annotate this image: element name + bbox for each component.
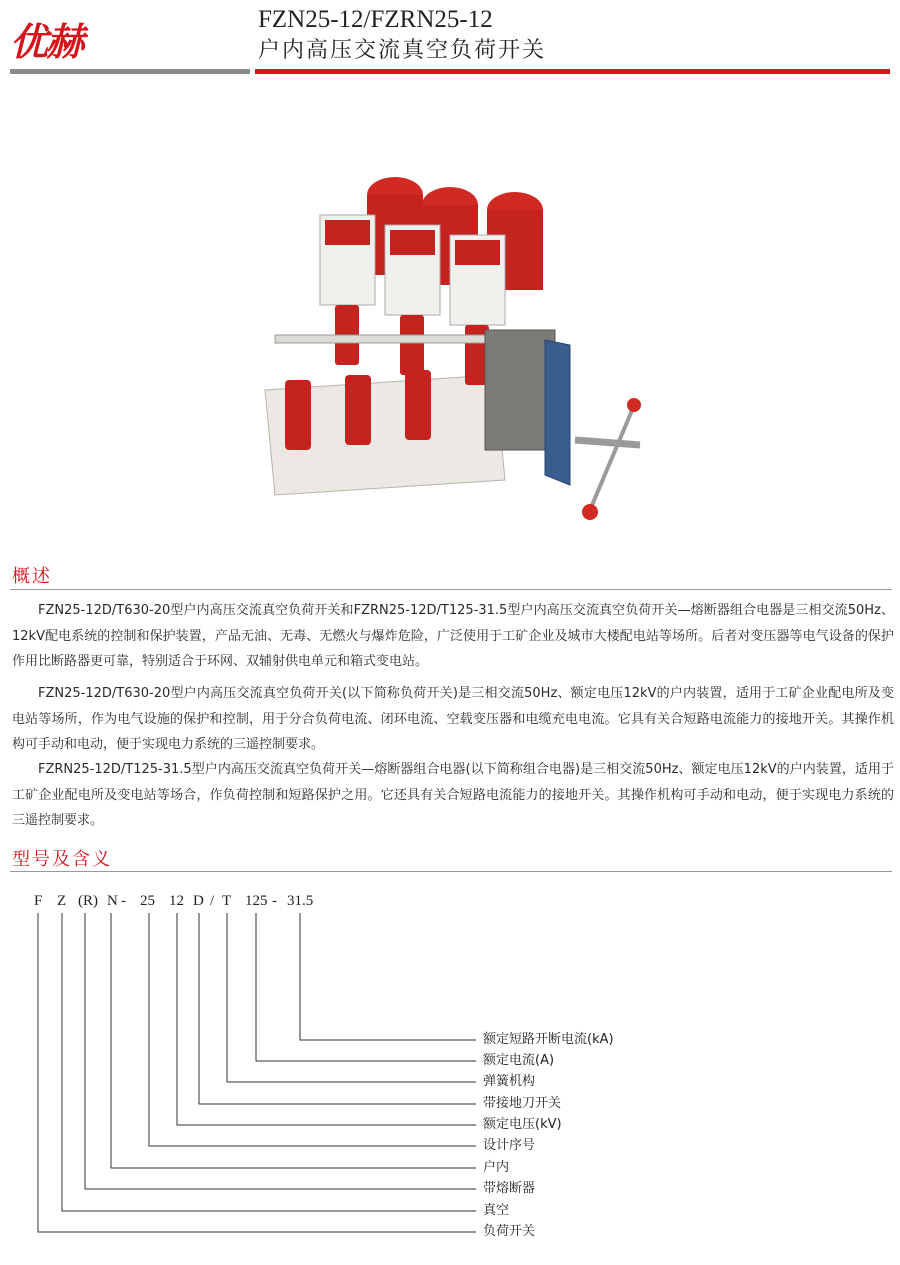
- legend-design-serial: 设计序号: [483, 1138, 536, 1153]
- code-char-D: D: [193, 893, 204, 909]
- overview-title: 概述: [12, 566, 52, 587]
- legend-earthing-switch: 带接地刀开关: [483, 1096, 562, 1111]
- legend-indoor: 户内: [483, 1160, 510, 1175]
- overview-paragraph-2: FZN25-12D/T630-20型户内高压交流真空负荷开关(以下简称负荷开关)是三相交流50Hz、额定电压12kV的户内装置，适用于工矿企业配电所及变电站等场所，作为电气设施的保护和控制，用于分合负荷电流、闭环电流、空载变压器和电缆充电电流。它具有关合短路电流能力的接地开关。其操作机构可手动和电动，便于实现电力系统的三遥控制要求。: [12, 686, 894, 752]
- brand-logo: 优赫: [10, 20, 83, 64]
- overview-paragraph-3: FZRN25-12D/T125-31.5型户内高压交流真空负荷开关—熔断器组合电器(以下简称组合电器)是三相交流50Hz、额定电压12kV的户内装置，适用于工矿企业配电所及变电站等场合，作负荷控制和短路保护之用。它还具有关合短路电流能力的接地开关。其操作机构可手动和电动，便于实现电力系统的三遥控制要求。: [12, 762, 894, 828]
- legend-short-circuit-current: 额定短路开断电流(kA): [483, 1032, 614, 1047]
- legend-vacuum: 真空: [483, 1203, 510, 1218]
- leader-line-earthing-switch: [199, 913, 476, 1104]
- legend-spring-mechanism: 弹簧机构: [483, 1074, 536, 1089]
- product-name: 户内高压交流真空负荷开关: [258, 38, 547, 63]
- leader-line-rated-voltage: [177, 913, 476, 1125]
- legend-fuse: 带熔断器: [483, 1181, 536, 1196]
- leader-line-load-switch: [38, 913, 476, 1232]
- legend-rated-current: 额定电流(A): [483, 1053, 555, 1068]
- leader-line-vacuum: [62, 913, 476, 1211]
- code-char-N: N: [107, 893, 118, 909]
- leader-line-short-circuit-current: [300, 913, 476, 1040]
- product-model: FZN25-12/FZRN25-12: [258, 6, 493, 33]
- overview-paragraph-1: FZN25-12D/T630-20型户内高压交流真空负荷开关和FZRN25-12D/T125-31.5型户内高压交流真空负荷开关—熔断器组合电器是三相交流50Hz、12kV配电系统的控制和保护装置，产品无油、无毒、无燃火与爆炸危险，广泛使用于工矿企业及城市大楼配电站等场所。后者对变压器等电气设备的保护作用比断路器更可靠，特别适合于环网、双辅射供电单元和箱式变电站。: [12, 603, 894, 669]
- code-char-R: (R): [78, 893, 98, 909]
- model-meaning-title: 型号及含义: [12, 849, 112, 870]
- legend-rated-voltage: 额定电压(kV): [483, 1117, 562, 1132]
- code-char-slash: /: [210, 893, 215, 909]
- code-char-dash-2: -: [272, 893, 277, 909]
- leader-line-fuse: [85, 913, 476, 1189]
- code-char-dash-1: -: [121, 893, 126, 909]
- code-char-12: 12: [169, 893, 184, 909]
- code-char-T: T: [222, 893, 232, 909]
- leader-line-rated-current: [256, 913, 476, 1061]
- leader-line-design-serial: [149, 913, 476, 1146]
- code-char-31-5: 31.5: [287, 893, 314, 909]
- code-char-125: 125: [245, 893, 268, 909]
- code-char-F: F: [34, 893, 43, 909]
- leader-line-spring-mechanism: [227, 913, 476, 1082]
- code-char-Z: Z: [57, 893, 67, 909]
- code-char-25: 25: [140, 893, 155, 909]
- legend-load-switch: 负荷开关: [483, 1224, 536, 1239]
